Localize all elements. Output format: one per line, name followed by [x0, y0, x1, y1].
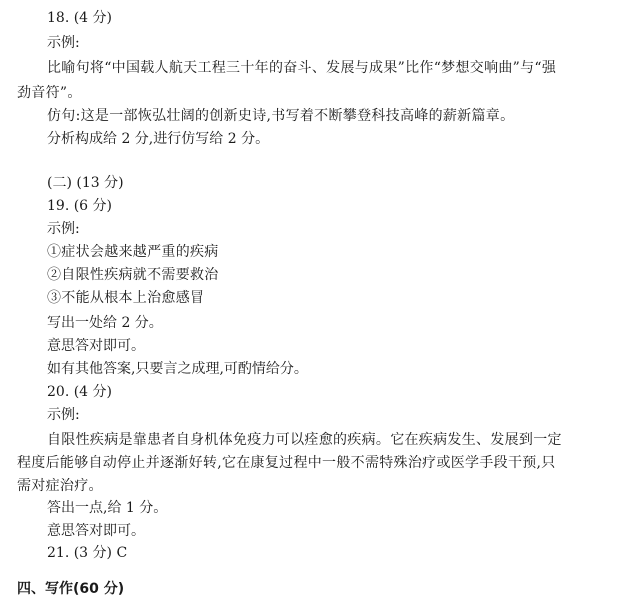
- q18-scoring: 分析构成给 2 分,进行仿写给 2 分。: [47, 131, 270, 147]
- q18-example-text-2: 劲音符”。: [17, 85, 82, 101]
- q19-item-2: ②自限性疾病就不需要救治: [47, 267, 219, 283]
- q19-heading: 19. (6 分): [47, 198, 112, 214]
- q20-example-text-3: 需对症治疗。: [17, 478, 103, 494]
- q19-item-3: ③不能从根本上治愈感冒: [47, 290, 205, 306]
- q20-note: 意思答对即可。: [47, 523, 145, 539]
- q20-heading: 20. (4 分): [47, 384, 112, 400]
- q20-example-label: 示例:: [47, 407, 80, 423]
- q19-scoring: 写出一处给 2 分。: [47, 315, 163, 331]
- section-4-heading: 四、写作(60 分): [17, 581, 125, 597]
- q19-item-1: ①症状会越来越严重的疾病: [47, 244, 219, 260]
- q20-scoring: 答出一点,给 1 分。: [47, 500, 168, 516]
- q20-example-text-1: 自限性疾病是靠患者自身机体免疫力可以痊愈的疾病。它在疾病发生、发展到一定: [47, 432, 562, 448]
- q21-answer: 21. (3 分) C: [47, 545, 128, 561]
- q18-example-text-1: 比喻句将“中国载人航天工程三十年的奋斗、发展与成果”比作“梦想交响曲”与“强: [47, 60, 557, 76]
- q19-other-answers: 如有其他答案,只要言之成理,可酌情给分。: [47, 361, 308, 377]
- section-2-heading: (二) (13 分): [47, 175, 124, 191]
- q19-note: 意思答对即可。: [47, 338, 145, 354]
- q18-imitation-sentence: 仿句:这是一部恢弘壮阔的创新史诗,书写着不断攀登科技高峰的薪新篇章。: [47, 108, 515, 124]
- q19-example-label: 示例:: [47, 221, 80, 237]
- q20-example-text-2: 程度后能够自动停止并逐渐好转,它在康复过程中一般不需特殊治疗或医学手段干预,只: [17, 455, 556, 471]
- q18-heading: 18. (4 分): [47, 10, 112, 26]
- q18-example-label: 示例:: [47, 35, 80, 51]
